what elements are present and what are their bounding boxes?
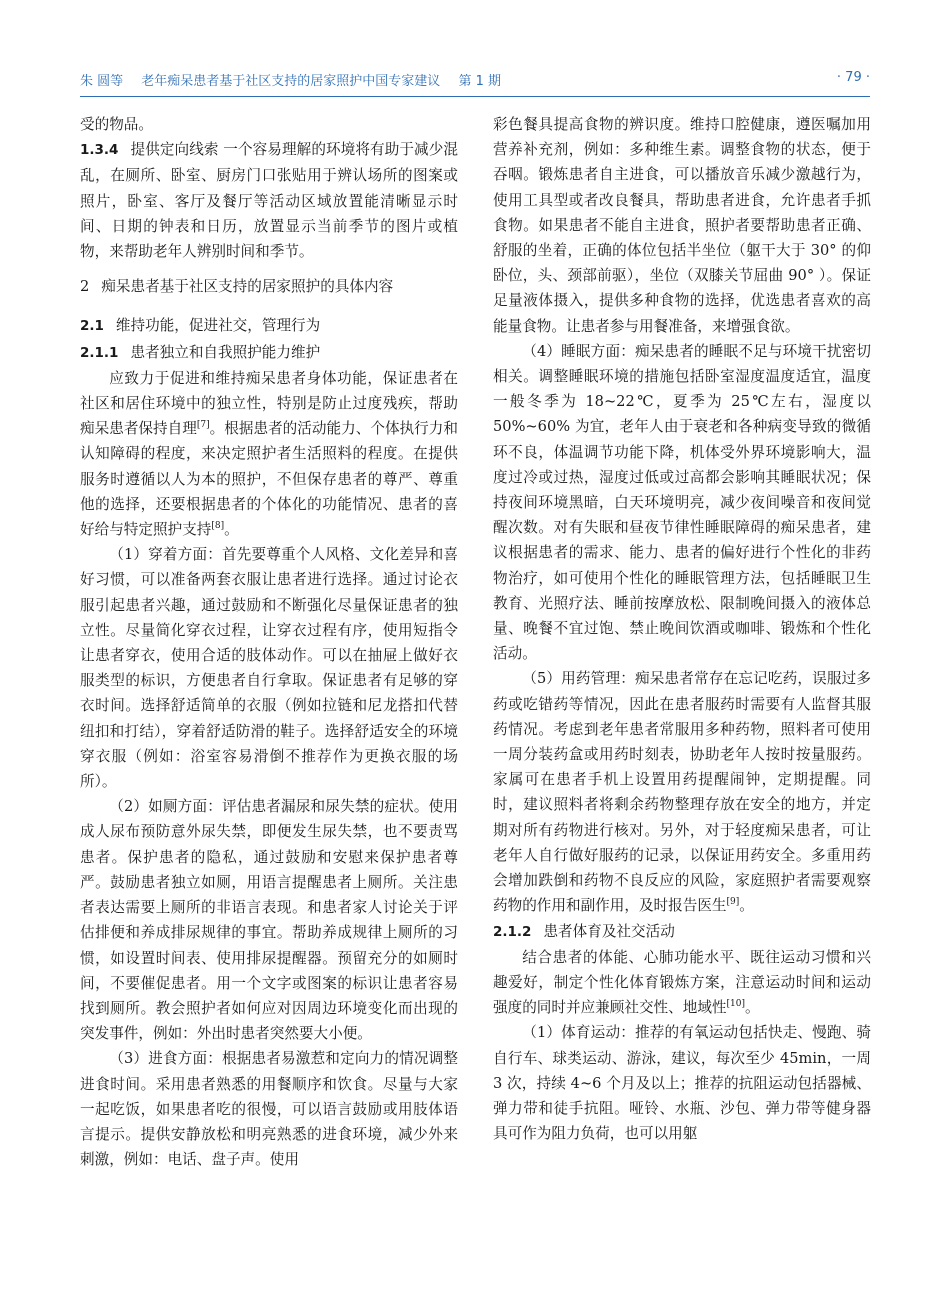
body-paragraph-dressing: （1）穿着方面：首先要尊重个人风格、文化差异和喜好习惯，可以准备两套衣服让患者进行选择。通过讨论衣服引起患者兴趣，通过鼓励和不断强化尽量保证患者的独立性。尽量简化穿衣过程，让穿衣过程有序，使用短指令让患者穿衣，使用合适的肢体动作。可以在抽屉上做好衣服类型的标识，方便患者自行拿取。保证患者有足够的穿衣时间。选择舒适简单的衣服（例如拉链和尼龙搭扣代替纽扣和打结），穿着舒适防滑的鞋子。选择舒适安全的环境穿衣服（例如：浴室容易滑倒不推荐作为更换衣服的场所）。 (80, 546, 458, 791)
body-paragraph-sleep: （4）睡眠方面：痴呆患者的睡眠不足与环境干扰密切相关。调整睡眠环境的措施包括卧室湿度温度适宜，温度一般冬季为 18~22℃，夏季为 25℃左右，湿度以 50%~60% 为宜，老年人由于衰老和各种病变导致的微循环不良，体温调节功能下降，机体受外界环境影响大，温度过冷或过热，湿度过低或过高都会影响其睡眠状况；保持夜间环境黑暗，白天环境明亮，减少夜间噪音和夜间觉醒次数。对有失眠和昼夜节律性睡眠障碍的痴呆患者，建议根据患者的需求、能力、患者的偏好进行个性化的非药物治疗，如可使用个性化的睡眠管理方法，包括睡眠卫生教育、光照疗法、睡前按摩放松、限制晚间摄入的液体总量、晚餐不宜过饱、禁止晚间饮酒或咖啡、锻炼和个性化活动。 (493, 342, 871, 663)
section-2-1-1-heading (80, 340, 458, 366)
body-paragraph-eating: （3）进食方面：根据患者易激惹和定向力的情况调整进食时间。采用患者熟悉的用餐顺序和饮食。尽量与大家一起吃饭，如果患者吃的很慢，可以语言鼓励或用肢体语言提示。提供安静放松和明亮熟悉的进食环境，减少外来刺激，例如：电话、盘子声。使用 (80, 1050, 458, 1169)
section-number: 2.1.2 (493, 923, 532, 940)
citation: [9] (726, 897, 740, 908)
citation: [7] (196, 420, 210, 431)
section-2-1-2-heading (493, 919, 871, 945)
section-text: 提供定向线索 一个容易理解的环境将有助于减少混乱，在厕所、卧室、厨房门口张贴用于辨认场所的图案或照片，卧室、客厅及餐厅等活动区域放置能清晰显示时间、日期的钟表和日历，放置显示当前季节的图片或植物，来帮助老年人辨别时间和季节。 (80, 141, 458, 261)
body-paragraph (80, 366, 458, 542)
page-number: · 79 · (836, 70, 870, 85)
paragraph-continued: 受的物品。 (80, 116, 153, 133)
section-2-heading (80, 274, 458, 299)
section-number: 2.1.1 (80, 344, 119, 361)
section-title: 患者体育及社交活动 (543, 922, 675, 940)
text: 。 (745, 999, 760, 1017)
citation: [8] (211, 521, 225, 532)
text: 。 (739, 897, 754, 915)
section-1-3-4 (80, 137, 458, 264)
body-paragraph-eating-cont: 彩色餐具提高食物的辨识度。维持口腔健康，遵医嘱加用营养补充剂，例如：多种维生素。调整食物的状态，便于吞咽。锻炼患者自主进食，可以播放音乐减少激越行为，使用工具型或者改良餐具，帮助患者进食，允许患者手抓食物。如果患者不能自主进食，照护者要帮助患者正确、舒服的坐着，正确的体位包括半坐位（躯干大于 30° 的仰卧位，头、颈部前驱），坐位（双膝关节屈曲 90° ）。保证足量液体摄入，提供多种食物的选择，优选患者喜欢的高能量食物。让患者参与用餐准备，来增强食欲。 (493, 116, 871, 335)
text: （5）用药管理：痴呆患者常存在忘记吃药，误服过多药或吃错药等情况，因此在患者服药时需要有人监督其服药情况。考虑到老年患者常服用多种药物，照料者可使用一周分装药盒或用药时刻表，协助老年人按时按量服药。家属可在患者手机上设置用药提醒闹钟，定期提醒。同时，建议照料者将剩余药物整理存放在安全的地方，并定期对所有药物进行核对。另外，对于轻度痴呆患者，可让老年人自行做好服药的记录，以保证用药安全。多重用药会增加跌倒和药物不良反应的风险，家庭照护者需要观察药物的作用和副作用，及时报告医生 (493, 670, 871, 915)
right-column (493, 112, 871, 1146)
section-number: 2.1 (80, 318, 104, 335)
body-paragraph (493, 945, 871, 1021)
body-paragraph-exercise: （1）体育运动：推荐的有氧运动包括快走、慢跑、骑自行车、球类运动、游泳，建议，每次至少 45min，一周 3 次，持续 4~6 个月及以上；推荐的抗阻运动包括器械、弹力带和徒手抗阻。哑铃、水瓶、沙包、弹力带等健身器具可作为阻力负荷，也可以用躯 (493, 1024, 871, 1143)
header-rule (80, 96, 870, 97)
section-title: 维持功能，促进社交，管理行为 (115, 317, 321, 335)
section-2-1-heading (80, 313, 458, 339)
running-header (80, 70, 870, 94)
header-title: 老年痴呆患者基于社区支持的居家照护中国专家建议 (141, 74, 441, 89)
left-column (80, 112, 458, 1172)
text: 结合患者的体能、心肺功能水平、既往运动习惯和兴趣爱好，制定个性化体育锻炼方案，注意运动时间和运动强度的同时并应兼顾社交性、地域性 (493, 948, 871, 1017)
citation: [10] (726, 999, 745, 1010)
body-paragraph-toileting: （2）如厕方面：评估患者漏尿和尿失禁的症状。使用成人尿布预防意外尿失禁，即便发生尿失禁，也不要责骂患者。保护患者的隐私，通过鼓励和安慰来保护患者尊严。鼓励患者独立如厕，用语言提醒患者上厕所。关注患者表达需要上厕所的非语言表现。和患者家人讨论关于评估排便和养成排尿规律的事宜。帮助养成规律上厕所的习惯，如设置时间表、使用排尿提醒器。预留充分的如厕时间，不要催促患者。用一个文字或图案的标识让患者容易找到厕所。教会照护者如何应对因周边环境变化而出现的突发事件，例如：外出时患者突然要大小便。 (80, 798, 458, 1043)
header-issue: 第 1 期 (458, 74, 501, 89)
section-number: 2 (80, 278, 90, 296)
section-title: 患者独立和自我照护能力维护 (130, 343, 321, 361)
text: 。根据患者的活动能力、个体执行力和认知障碍的程度，来决定照护者生活照料的程度。在提供服务时遵循以人为本的照护，不但保存患者的尊严、尊重他的选择，还要根据患者的个体化的功能情况、患者的喜好给与特定照护支持 (80, 420, 458, 539)
body-paragraph-medication (493, 666, 871, 918)
header-authors: 朱 圆等 (80, 74, 124, 89)
section-number: 1.3.4 (80, 142, 119, 159)
text: 。 (224, 521, 239, 539)
text: 应致力于促进和维持痴呆患者身体功能，保证患者在社区和居住环境中的独立性，特别是防止过度残疾，帮助痴呆患者保持自理 (80, 369, 458, 438)
header-left (80, 70, 515, 89)
section-title: 痴呆患者基于社区支持的居家照护的具体内容 (101, 278, 394, 296)
